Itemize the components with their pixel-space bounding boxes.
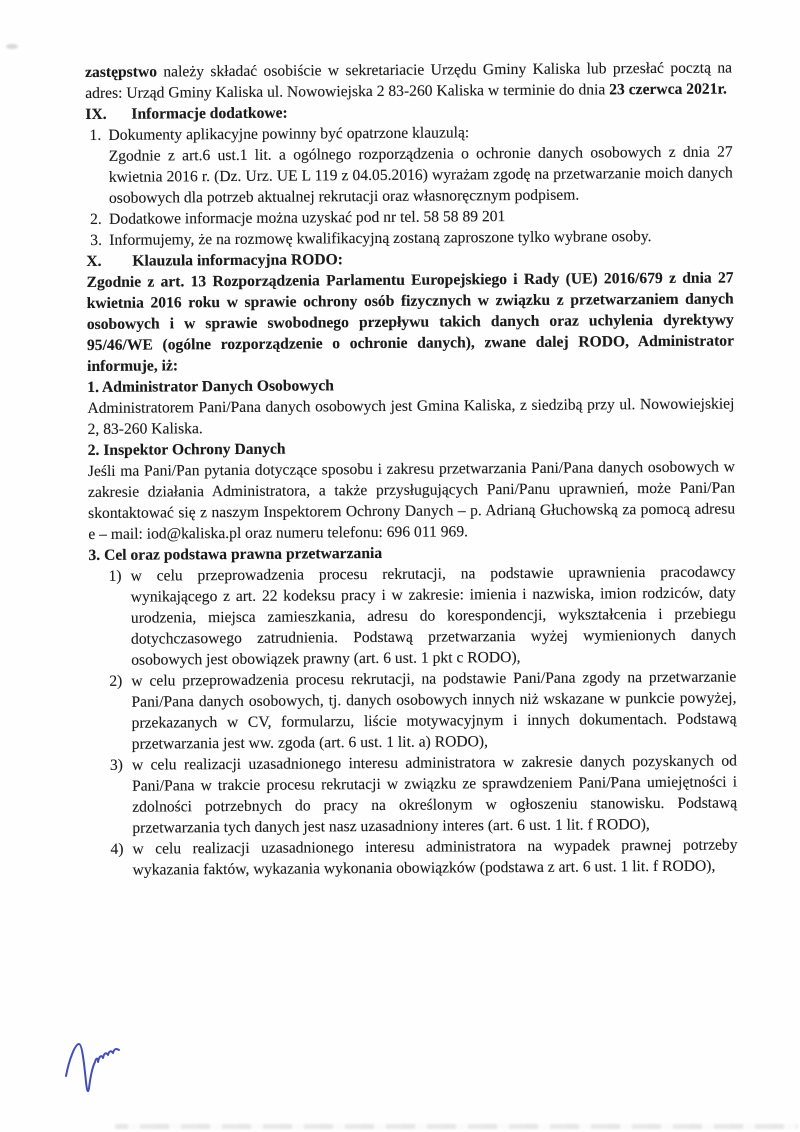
scanner-edge-artifact — [115, 1124, 798, 1129]
scan-speck — [6, 44, 18, 49]
list-item-text: Dodatkowe informacje można uzyskać pod nr tel. 58 58 89 201 — [109, 208, 506, 228]
section-x-number: X. — [86, 252, 102, 270]
rodo-intro-paragraph: Zgodnie z art. 13 Rozporządzenia Parlamentu Europejskiego i Rady (UE) 2016/679 z dnia 27 kwietnia 2016 roku w sprawie ochrony osób fizycznych w związku z przetwarzaniem danych osobowych i w sprawie swobodnego przepływu takich danych oraz uchylenia dyrektywy 95/46/WE (ogólne rozporządzenie o ochronie danych), zwane dalej RODO, Administrator informuje, iż: — [86, 269, 735, 375]
clause-subtext: Zgodnie z art.6 ust.1 lit. a ogólnego rozporządzenia o ochronie danych osobowych z dnia 27 kwietnia 2016 r. (Dz. Urz. UE L 119 z 04.05.2016) wyrażam zgodę na przetwarzanie moich danych osobowych dla potrzeb aktualnej rekrutacji oraz własnoręcznym podpisem. — [108, 143, 733, 207]
inspector-heading: 2. Inspektor Ochrony Danych — [87, 440, 286, 459]
purpose-item — [90, 834, 737, 881]
intro-date-bold: 23 czerwca 2021r. — [609, 80, 727, 99]
purpose-list — [89, 561, 738, 881]
document-content — [85, 57, 738, 880]
purpose-marker: 4) — [110, 840, 124, 858]
handwritten-signature-paraph — [58, 1036, 134, 1102]
inspector-body: Jeśli ma Pani/Pan pytania dotyczące sposobu i zakresu przetwarzania Pani/Pana danych osobowych w zakresie działania Administratora, a także przysługujących Pani/Panu uprawnień, może Pani/Pan skontaktować się z naszym Inspektorem Ochrony Danych – p. Adrianą Głuchowską za pomocą adresu e – mail: iod@kaliska.pl oraz numeru telefonu: 696 011 969. — [87, 458, 736, 543]
administrator-body: Administratorem Pani/Pana danych osobowych jest Gmina Kaliska, z siedzibą przy ul. Nowowiejskiej 2, 83-260 Kaliska. — [87, 395, 735, 438]
purpose-item — [89, 561, 737, 671]
section-ix-title: Informacje dodatkowe: — [131, 104, 288, 123]
intro-paragraph — [85, 57, 732, 104]
purpose-item — [89, 666, 737, 755]
purpose-item — [90, 750, 738, 839]
section-ix-number: IX. — [85, 105, 107, 123]
additional-info-list — [85, 120, 733, 251]
list-item-body — [108, 120, 733, 208]
purpose-text: w celu przeprowadzenia procesu rekrutacji, na podstawie uprawnienia pracodawcy wynikającego z art. 22 kodeksu pracy i w zakresie: imienia i nazwiska, imion rodziców, daty urodzenia, miejsca zamieszkania, adresu do korespondencji, wykształcenia i przebiegu dotychczasowego zatrudnienia. Podstawą przetwarzania wyżej wymienionych danych osobowych jest obowiązek prawny (art. 6 ust. 1 pkt c RODO), — [130, 563, 737, 669]
list-item — [85, 120, 733, 209]
list-item-text: Dokumenty aplikacyjne powinny być opatrzone klauzulą: — [108, 124, 470, 144]
purpose-marker: 2) — [109, 672, 123, 690]
list-item-body — [109, 225, 733, 250]
intro-body-text: należy składać osobiście w sekretariacie Urzędu Gminy Kaliska lub przesłać pocztą na adres: Urząd Gminy Kaliska ul. Nowowiejska 2 83-260 Kaliska w terminie do dnia — [85, 59, 733, 102]
list-item — [86, 225, 733, 251]
purpose-text: w celu realizacji uzasadnionego interesu administratora w zakresie danych pozyskanych od Pani/Pana w trakcie procesu rekrutacji w związku ze sprawdzeniem Pani/Pana umiejętności i zdolności potrzebnych do pracy na określonym w ogłoszeniu stanowisku. Podstawą przetwarzania tych danych jest nasz uzasadniony interes (art. 6 ust. 1 lit. f RODO), — [131, 752, 738, 837]
intro-lead-bold: zastępstwo — [85, 63, 158, 81]
list-item-text: Informujemy, że na rozmowę kwalifikacyjną zostaną zaproszone tylko wybrane osoby. — [109, 228, 652, 249]
purpose-marker: 1) — [108, 567, 122, 585]
purpose-text: w celu przeprowadzenia procesu rekrutacji, na podstawie Pani/Pana zgody na przetwarzanie Pani/Pana danych osobowych, tj. danych osobowych innych niż wskazane w punkcie powyżej, przekazanych w CV, formularzu, liście motywacyjnym i innych dokumentach. Podstawą przetwarzania jest ww. zgoda (art. 6 ust. 1 lit. a) RODO), — [131, 668, 737, 753]
list-marker: 2. — [90, 210, 102, 228]
list-marker: 3. — [90, 231, 103, 249]
purpose-marker: 3) — [109, 756, 123, 774]
signature-ink-icon — [58, 1036, 134, 1102]
administrator-heading: 1. Administrator Danych Osobowych — [87, 377, 334, 396]
purpose-heading: 3. Cel oraz podstawa prawna przetwarzania — [88, 544, 383, 564]
list-marker: 1. — [89, 126, 102, 144]
section-x-title: Klauzula informacyjna RODO: — [132, 251, 343, 270]
purpose-text: w celu realizacji uzasadnionego interesu administratora na wypadek prawnej potrzeby wykazania faktów, wykazania wykonania obowiązków (podstawa z art. 6 ust. 1 lit. f RODO), — [132, 836, 738, 879]
